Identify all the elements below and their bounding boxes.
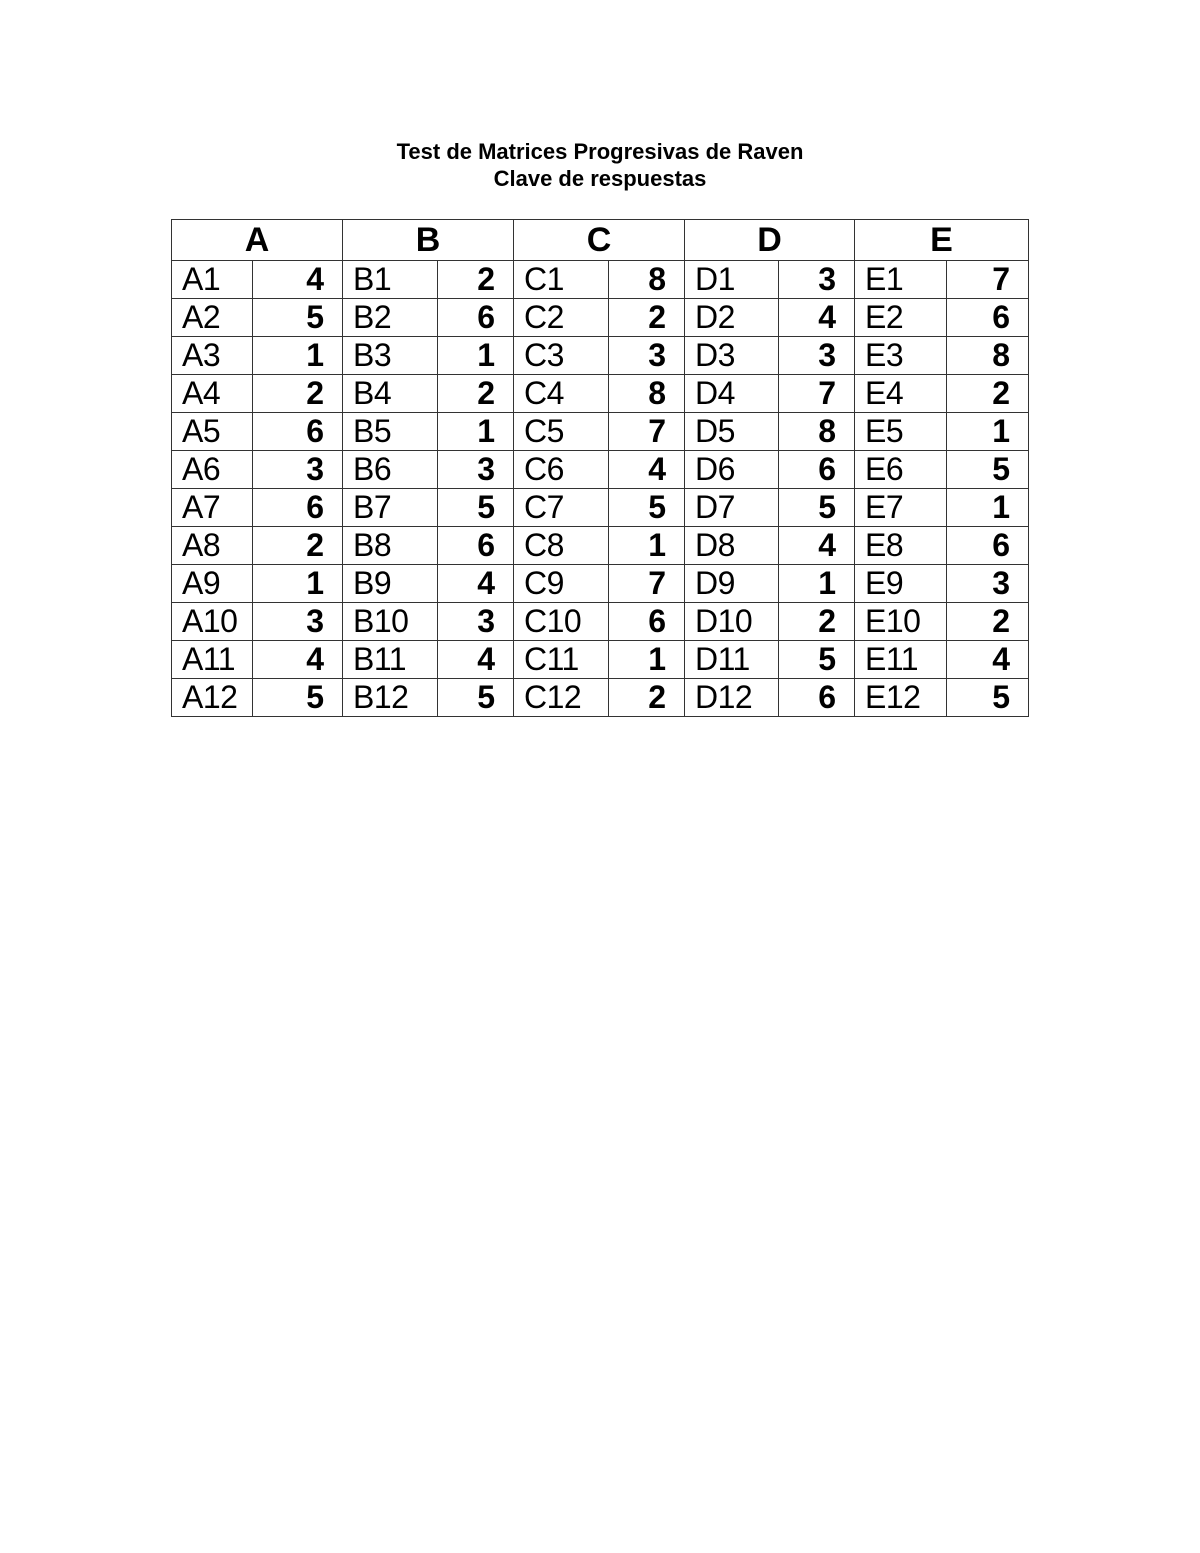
item-label: D2 — [685, 299, 779, 337]
item-label: C2 — [514, 299, 609, 337]
item-label: D1 — [685, 261, 779, 299]
item-answer: 3 — [779, 261, 855, 299]
item-answer: 6 — [609, 603, 685, 641]
item-label: C5 — [514, 413, 609, 451]
table-row — [172, 679, 1029, 717]
item-label: E6 — [855, 451, 947, 489]
item-label: A7 — [172, 489, 253, 527]
item-answer: 8 — [609, 261, 685, 299]
item-answer: 6 — [779, 451, 855, 489]
series-header-e: E — [855, 220, 1029, 261]
item-label: B2 — [343, 299, 438, 337]
item-label: B12 — [343, 679, 438, 717]
item-label: C8 — [514, 527, 609, 565]
series-header-c: C — [514, 220, 685, 261]
item-label: B4 — [343, 375, 438, 413]
item-answer: 8 — [947, 337, 1029, 375]
item-label: A1 — [172, 261, 253, 299]
item-answer: 6 — [253, 489, 343, 527]
item-label: B7 — [343, 489, 438, 527]
item-answer: 5 — [609, 489, 685, 527]
answer-key-table — [171, 219, 1029, 717]
item-answer: 6 — [947, 527, 1029, 565]
item-label: E12 — [855, 679, 947, 717]
item-answer: 1 — [609, 527, 685, 565]
item-label: A4 — [172, 375, 253, 413]
item-answer: 8 — [609, 375, 685, 413]
item-label: E11 — [855, 641, 947, 679]
table-row — [172, 527, 1029, 565]
table-row — [172, 451, 1029, 489]
series-header-d: D — [685, 220, 855, 261]
item-label: E7 — [855, 489, 947, 527]
item-answer: 4 — [609, 451, 685, 489]
item-answer: 4 — [253, 641, 343, 679]
item-answer: 6 — [253, 413, 343, 451]
table-row — [172, 489, 1029, 527]
item-answer: 7 — [779, 375, 855, 413]
item-answer: 6 — [779, 679, 855, 717]
item-label: A3 — [172, 337, 253, 375]
item-answer: 6 — [947, 299, 1029, 337]
item-label: C9 — [514, 565, 609, 603]
item-label: C10 — [514, 603, 609, 641]
table-row — [172, 603, 1029, 641]
item-label: A9 — [172, 565, 253, 603]
item-label: D7 — [685, 489, 779, 527]
item-label: B6 — [343, 451, 438, 489]
item-answer: 7 — [947, 261, 1029, 299]
document-header — [0, 138, 1200, 192]
table-row — [172, 375, 1029, 413]
table-row — [172, 299, 1029, 337]
item-label: E3 — [855, 337, 947, 375]
item-answer: 8 — [779, 413, 855, 451]
item-label: A5 — [172, 413, 253, 451]
item-label: A2 — [172, 299, 253, 337]
item-answer: 5 — [253, 299, 343, 337]
item-label: E4 — [855, 375, 947, 413]
item-label: C1 — [514, 261, 609, 299]
item-answer: 5 — [779, 641, 855, 679]
item-label: B5 — [343, 413, 438, 451]
item-answer: 5 — [947, 451, 1029, 489]
table-row — [172, 565, 1029, 603]
item-answer: 2 — [438, 261, 514, 299]
item-label: B9 — [343, 565, 438, 603]
item-label: B11 — [343, 641, 438, 679]
table-row — [172, 641, 1029, 679]
item-answer: 3 — [253, 451, 343, 489]
item-answer: 3 — [253, 603, 343, 641]
table-row — [172, 413, 1029, 451]
series-header-b: B — [343, 220, 514, 261]
item-label: A11 — [172, 641, 253, 679]
item-answer: 3 — [779, 337, 855, 375]
item-answer: 6 — [438, 527, 514, 565]
item-answer: 7 — [609, 565, 685, 603]
document-title: Test de Matrices Progresivas de Raven — [396, 139, 804, 164]
item-label: D6 — [685, 451, 779, 489]
item-answer: 3 — [438, 451, 514, 489]
item-label: E9 — [855, 565, 947, 603]
item-answer: 2 — [609, 679, 685, 717]
item-answer: 7 — [609, 413, 685, 451]
item-label: C11 — [514, 641, 609, 679]
item-answer: 2 — [609, 299, 685, 337]
item-answer: 1 — [947, 489, 1029, 527]
item-answer: 4 — [779, 299, 855, 337]
item-answer: 5 — [438, 679, 514, 717]
item-label: D5 — [685, 413, 779, 451]
item-label: E8 — [855, 527, 947, 565]
item-answer: 4 — [779, 527, 855, 565]
item-label: C7 — [514, 489, 609, 527]
series-header-a: A — [172, 220, 343, 261]
item-answer: 1 — [253, 337, 343, 375]
item-label: A10 — [172, 603, 253, 641]
item-label: B8 — [343, 527, 438, 565]
item-answer: 3 — [947, 565, 1029, 603]
item-answer: 3 — [438, 603, 514, 641]
item-label: C4 — [514, 375, 609, 413]
table-row — [172, 261, 1029, 299]
item-label: C3 — [514, 337, 609, 375]
item-label: A12 — [172, 679, 253, 717]
item-answer: 5 — [253, 679, 343, 717]
item-answer: 5 — [779, 489, 855, 527]
item-answer: 5 — [947, 679, 1029, 717]
item-answer: 5 — [438, 489, 514, 527]
item-answer: 1 — [438, 413, 514, 451]
item-label: A6 — [172, 451, 253, 489]
item-answer: 2 — [438, 375, 514, 413]
item-label: B1 — [343, 261, 438, 299]
item-answer: 2 — [779, 603, 855, 641]
item-label: E10 — [855, 603, 947, 641]
item-label: E5 — [855, 413, 947, 451]
item-answer: 4 — [438, 641, 514, 679]
item-answer: 1 — [947, 413, 1029, 451]
item-label: C12 — [514, 679, 609, 717]
item-answer: 2 — [253, 527, 343, 565]
item-answer: 6 — [438, 299, 514, 337]
item-answer: 1 — [609, 641, 685, 679]
item-label: B3 — [343, 337, 438, 375]
item-label: D3 — [685, 337, 779, 375]
item-label: B10 — [343, 603, 438, 641]
item-label: D8 — [685, 527, 779, 565]
item-label: D11 — [685, 641, 779, 679]
item-answer: 2 — [947, 603, 1029, 641]
table-row — [172, 337, 1029, 375]
document-subtitle: Clave de respuestas — [493, 166, 707, 191]
item-label: C6 — [514, 451, 609, 489]
item-answer: 2 — [253, 375, 343, 413]
item-label: D9 — [685, 565, 779, 603]
item-answer: 3 — [609, 337, 685, 375]
item-answer: 1 — [253, 565, 343, 603]
item-label: A8 — [172, 527, 253, 565]
item-label: D12 — [685, 679, 779, 717]
item-answer: 4 — [947, 641, 1029, 679]
item-answer: 2 — [947, 375, 1029, 413]
item-answer: 4 — [253, 261, 343, 299]
item-label: E2 — [855, 299, 947, 337]
series-header-row — [172, 220, 1029, 261]
item-label: E1 — [855, 261, 947, 299]
item-label: D4 — [685, 375, 779, 413]
item-answer: 1 — [779, 565, 855, 603]
item-answer: 4 — [438, 565, 514, 603]
item-label: D10 — [685, 603, 779, 641]
item-answer: 1 — [438, 337, 514, 375]
